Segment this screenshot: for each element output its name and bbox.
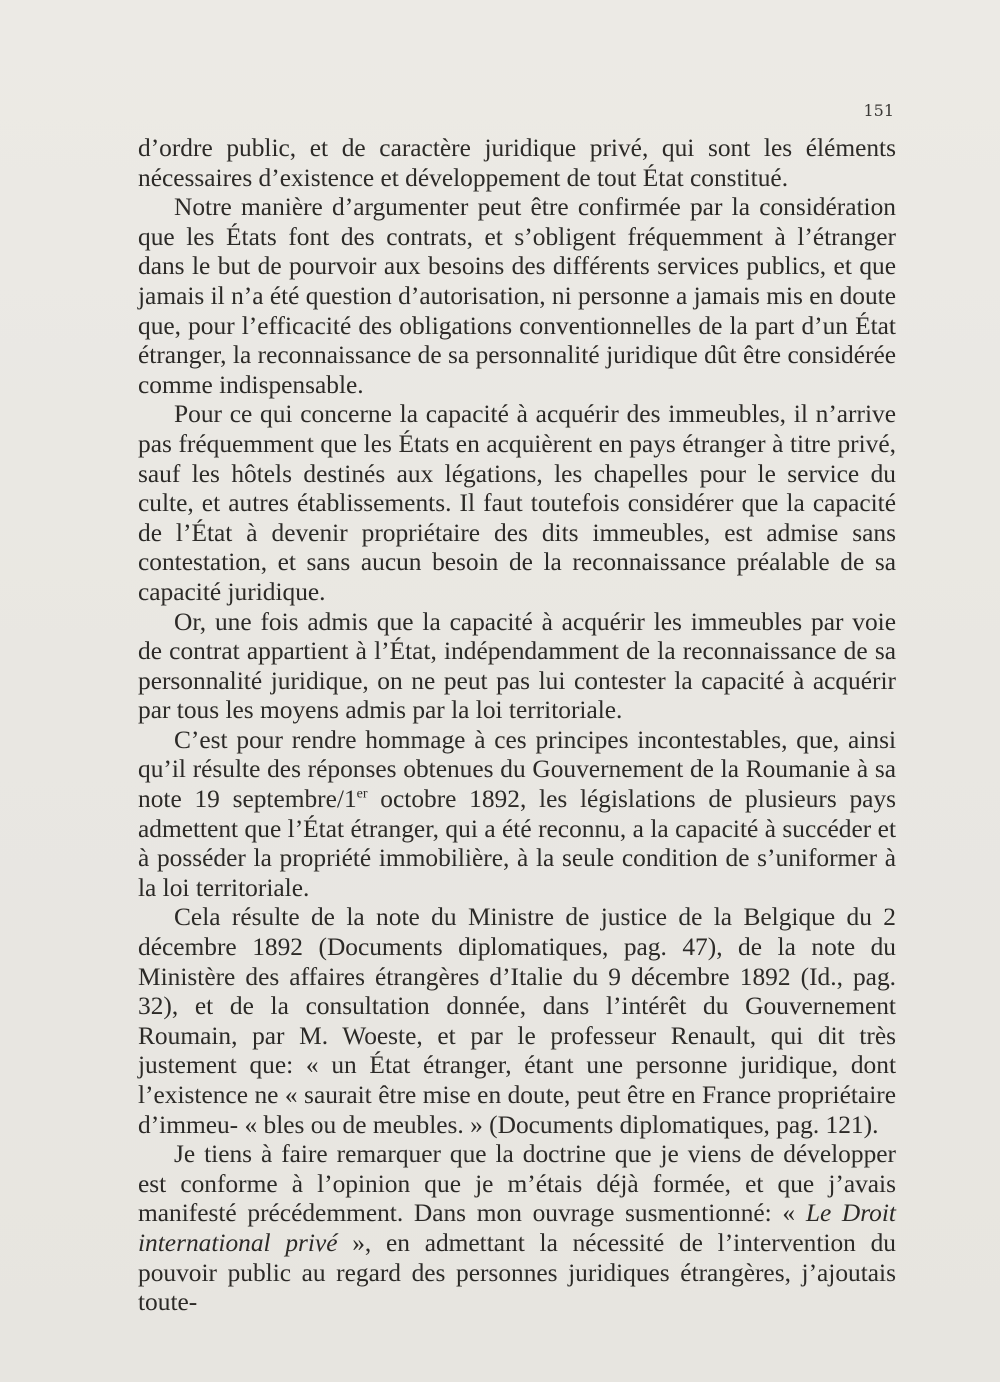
book-title-italic: Le Droit international privé <box>138 1199 896 1257</box>
paragraph-7-text-a: Je tiens à faire remarquer que la doctrine que je viens de développer est conforme à l’opinion que je m’étais déjà formée, et que j’avais manifesté précédemment. Dans mon ouvrage susmentionné: « <box>138 1140 896 1228</box>
body-text <box>138 134 896 1318</box>
paragraph-7-text-b: », en admettant la nécessité de l’intervention du pouvoir public au regard des personnes juridiques étrangères, j’ajoutais toute- <box>138 1228 896 1317</box>
paragraph-5-text-b: octobre 1892, les législations de plusieurs pays admettent que l’État étranger, qui a été reconnu, a la capacité à succéder et à posséder la propriété immobilière, à la seule condition de s’uniformer à la loi territoriale. <box>138 785 897 902</box>
paragraph-3: Pour ce qui concerne la capacité à acquérir des immeubles, il n’arrive pas fréquemment que les États en acquièrent en pays étranger à titre privé, sauf les hôtels destinés aux légations, les chapelles pour le service du culte, et autres établissements. Il faut toutefois considérer que la capacité de l’État à devenir propriétaire des dits immeubles, est admise sans contestation, et sans aucun besoin de la reconnaissance préalable de sa capacité juridique. <box>138 400 896 606</box>
paragraph-5 <box>138 726 896 904</box>
superscript-er: er <box>356 786 368 802</box>
paragraph-1: d’ordre public, et de caractère juridique privé, qui sont les éléments nécessaires d’existence et développement de tout État constitué. <box>138 134 896 192</box>
paragraph-6: Cela résulte de la note du Ministre de justice de la Belgique du 2 décembre 1892 (Documents diplomatiques, pag. 47), de la note du Ministère des affaires étrangères d’Italie du 9 décembre 1892 (Id., pag. 32), et de la consultation donnée, dans l’intérêt du Gouvernement Roumain, par M. Woeste, et par le professeur Renault, qui dit très justement que: « un État étranger, étant une personne juridique, dont l’existence ne « saurait être mise en doute, peut être en France propriétaire d’immeu- « bles ou de meubles. » (Documents diplomatiques, pag. 121). <box>138 903 896 1139</box>
paragraph-7 <box>138 1140 896 1318</box>
paragraph-5-text-a: C’est pour rendre hommage à ces principes incontestables, que, ainsi qu’il résulte des réponses obtenues du Gouvernement de la Roumanie à sa note 19 septembre/1 <box>138 725 896 814</box>
paragraph-2: Notre manière d’argumenter peut être confirmée par la considération que les États font des contrats, et s’obligent fréquemment à l’étranger dans le but de pourvoir aux besoins des différents services publics, et que jamais il n’a été question d’autorisation, ni personne a jamais mis en doute que, pour l’efficacité des obligations conventionnelles de la part d’un État étranger, la reconnaissance de sa personnalité juridique dût être considérée comme indispensable. <box>138 193 896 399</box>
paragraph-4: Or, une fois admis que la capacité à acquérir les immeubles par voie de contrat appartient à l’État, indépendamment de la reconnaissance de sa personnalité juridique, on ne peut pas lui contester la capacité à acquérir par tous les moyens admis par la loi territoriale. <box>138 607 896 725</box>
page-number: 151 <box>863 101 894 120</box>
